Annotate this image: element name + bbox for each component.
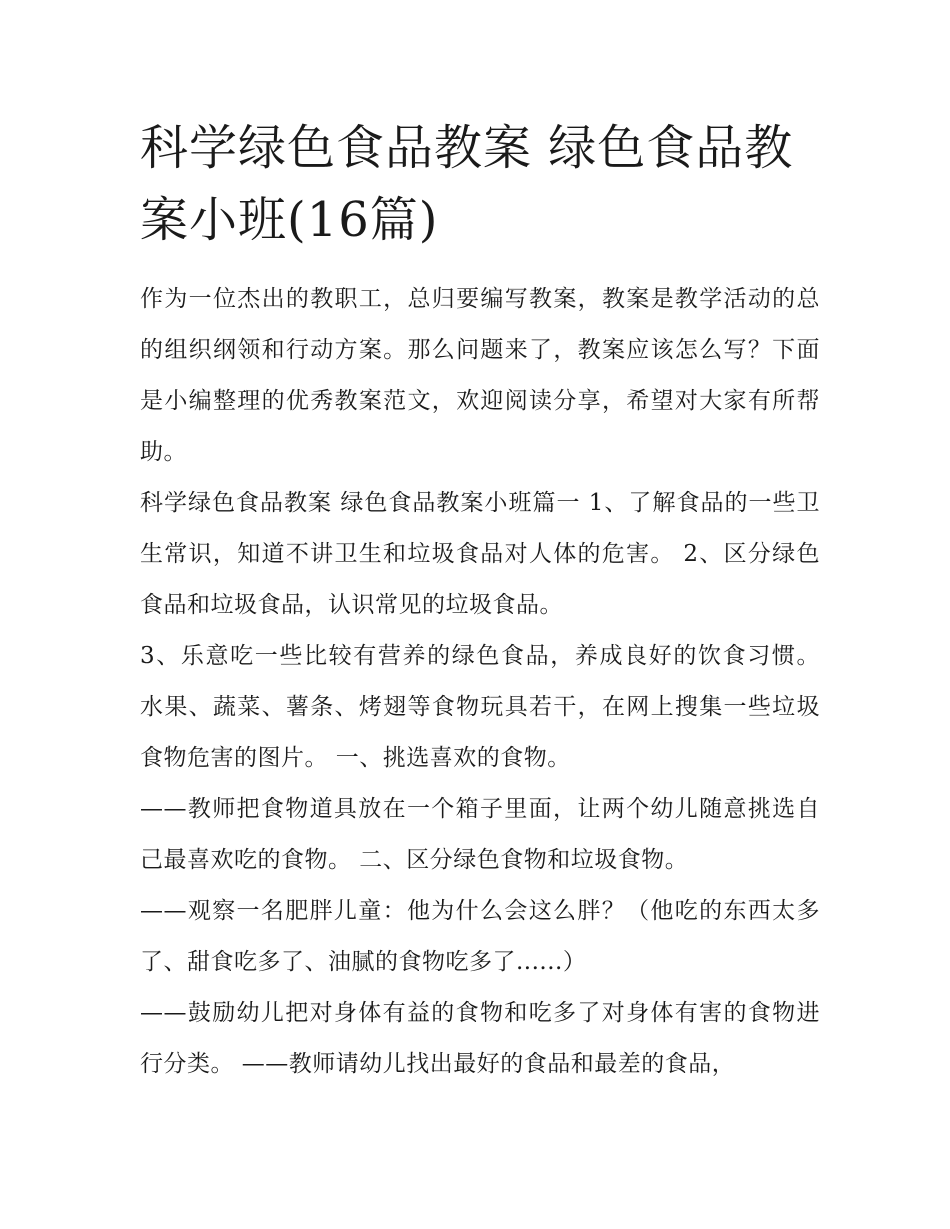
paragraph-activity-2: ——观察一名肥胖儿童：他为什么会这么胖？（他吃的东西太多了、甜食吃多了、油腻的食物吃多了......） <box>140 898 820 975</box>
paragraph-activity-3: ——鼓励幼儿把对身体有益的食物和吃多了对身体有害的食物进行分类。 ——教师请幼儿找出最好的食品和最差的食品， <box>140 1000 820 1077</box>
paragraph-objectives: 科学绿色食品教案 绿色食品教案小班篇一 1、了解食品的一些卫生常识，知道不讲卫生和垃圾食品对人体的危害。 2、区分绿色食品和垃圾食品，认识常见的垃圾食品。 <box>140 490 820 618</box>
document-content <box>140 112 820 1090</box>
paragraph-activity-1: ——教师把食物道具放在一个箱子里面，让两个幼儿随意挑选自己最喜欢吃的食物。 二、区分绿色食物和垃圾食物。 <box>140 796 820 873</box>
paragraph-intro: 作为一位杰出的教职工，总归要编写教案，教案是教学活动的总的组织纲领和行动方案。那么问题来了，教案应该怎么写？下面是小编整理的优秀教案范文，欢迎阅读分享，希望对大家有所帮助。 <box>140 286 820 465</box>
document-title: 科学绿色食品教案 绿色食品教案小班(16篇) <box>140 120 794 248</box>
paragraph-preparation: 3、乐意吃一些比较有营养的绿色食品，养成良好的饮食习惯。 水果、蔬菜、薯条、烤翅等食物玩具若干，在网上搜集一些垃圾食物危害的图片。 一、挑选喜欢的食物。 <box>140 643 820 771</box>
